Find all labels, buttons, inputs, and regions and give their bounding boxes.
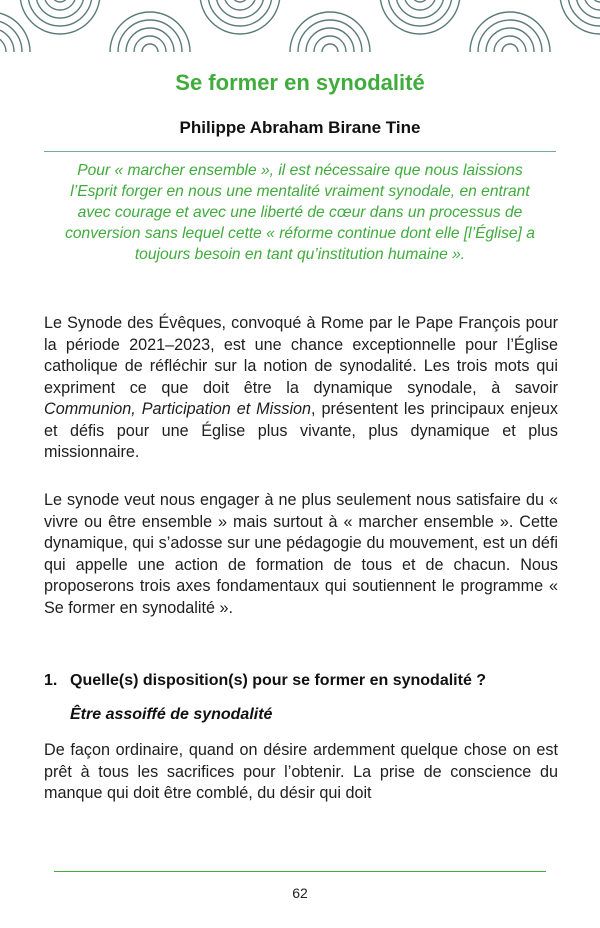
- author-name: Philippe Abraham Birane Tine: [179, 118, 421, 137]
- footer-divider: [54, 871, 546, 872]
- pattern-arc: [380, 0, 460, 34]
- pattern-arc: [20, 0, 100, 34]
- paragraph-body: De façon ordinaire, quand on désire ardemment quelque chose on est prêt à tous les sacrifices pour l’obtenir. La prise de conscience du manque qui doit être comblé, du désir qui doit: [44, 741, 558, 802]
- epigraph-quote: Pour « marcher ensemble », il est nécessaire que nous laissions l’Esprit forger en nous une mentalité vraiment synodale, en entrant avec courage et avec une liberté de cœur dans un processus de conversion sans lequel cette « réforme continue dont elle [l’Église] a toujours besoin en tant qu’institution humaine ».: [65, 162, 535, 263]
- pattern-arc: [502, 44, 518, 52]
- pattern-arc: [470, 12, 550, 52]
- pattern-arc: [412, 0, 428, 2]
- pattern-arc: [396, 0, 444, 18]
- subsection-heading: Être assoiffé de synodalité: [70, 706, 273, 723]
- paragraph-synode: Le synode veut nous engager à ne plus seulement nous satisfaire du « vivre ou être ensemble » mais surtout à « marcher ensemble ». Cette dynamique, qui s’adosse sur une pédagogie du mouvement, est un défi qui appelle une action de formation de tous et de chacun. Nous proposerons trois axes fondamentaux qui soutiennent le programme « Se former en synodalité ».: [44, 491, 558, 617]
- article-title: Se former en synodalité: [175, 70, 425, 95]
- top-divider: [44, 151, 556, 152]
- pattern-arc: [486, 28, 534, 52]
- pattern-arc: [0, 36, 6, 52]
- section-heading: [44, 672, 486, 690]
- pattern-arc: [52, 0, 68, 2]
- paragraph-intro-text: Le Synode des Évêques, convoqué à Rome par le Pape François pour la période 2021–2023, est une chance exceptionnelle pour l’Église catholique de réfléchir sur la notion de synodalité. Les trois mots qui expriment ce que doit être la dynamique synodale, à savoir: [44, 314, 558, 397]
- pattern-arc: [200, 0, 280, 34]
- section-number: 1.: [44, 672, 58, 689]
- pattern-arc: [592, 0, 600, 2]
- pattern-arc: [36, 0, 84, 18]
- pattern-arc: [126, 28, 174, 52]
- paragraph-intro-text-end: , présentent les principaux enjeux et défis pour une Église plus vivante, plus dynamique et plus missionnaire.: [44, 400, 558, 461]
- pattern-arc: [0, 28, 14, 52]
- section-title: Quelle(s) disposition(s) pour se former en synodalité ?: [70, 672, 487, 689]
- pattern-arc: [568, 0, 600, 26]
- pattern-arc: [322, 44, 338, 52]
- pattern-arc: [142, 44, 158, 52]
- page-number: 62: [292, 885, 308, 901]
- pattern-arc: [306, 28, 354, 52]
- decorative-arc-pattern: [0, 0, 600, 52]
- pattern-arc: [232, 0, 248, 2]
- paragraph-intro: [44, 313, 558, 464]
- pattern-arc: [216, 0, 264, 18]
- pattern-arc: [290, 12, 370, 52]
- paragraph-intro-italic: Communion, Participation et Mission: [44, 400, 312, 418]
- pattern-arc: [110, 12, 190, 52]
